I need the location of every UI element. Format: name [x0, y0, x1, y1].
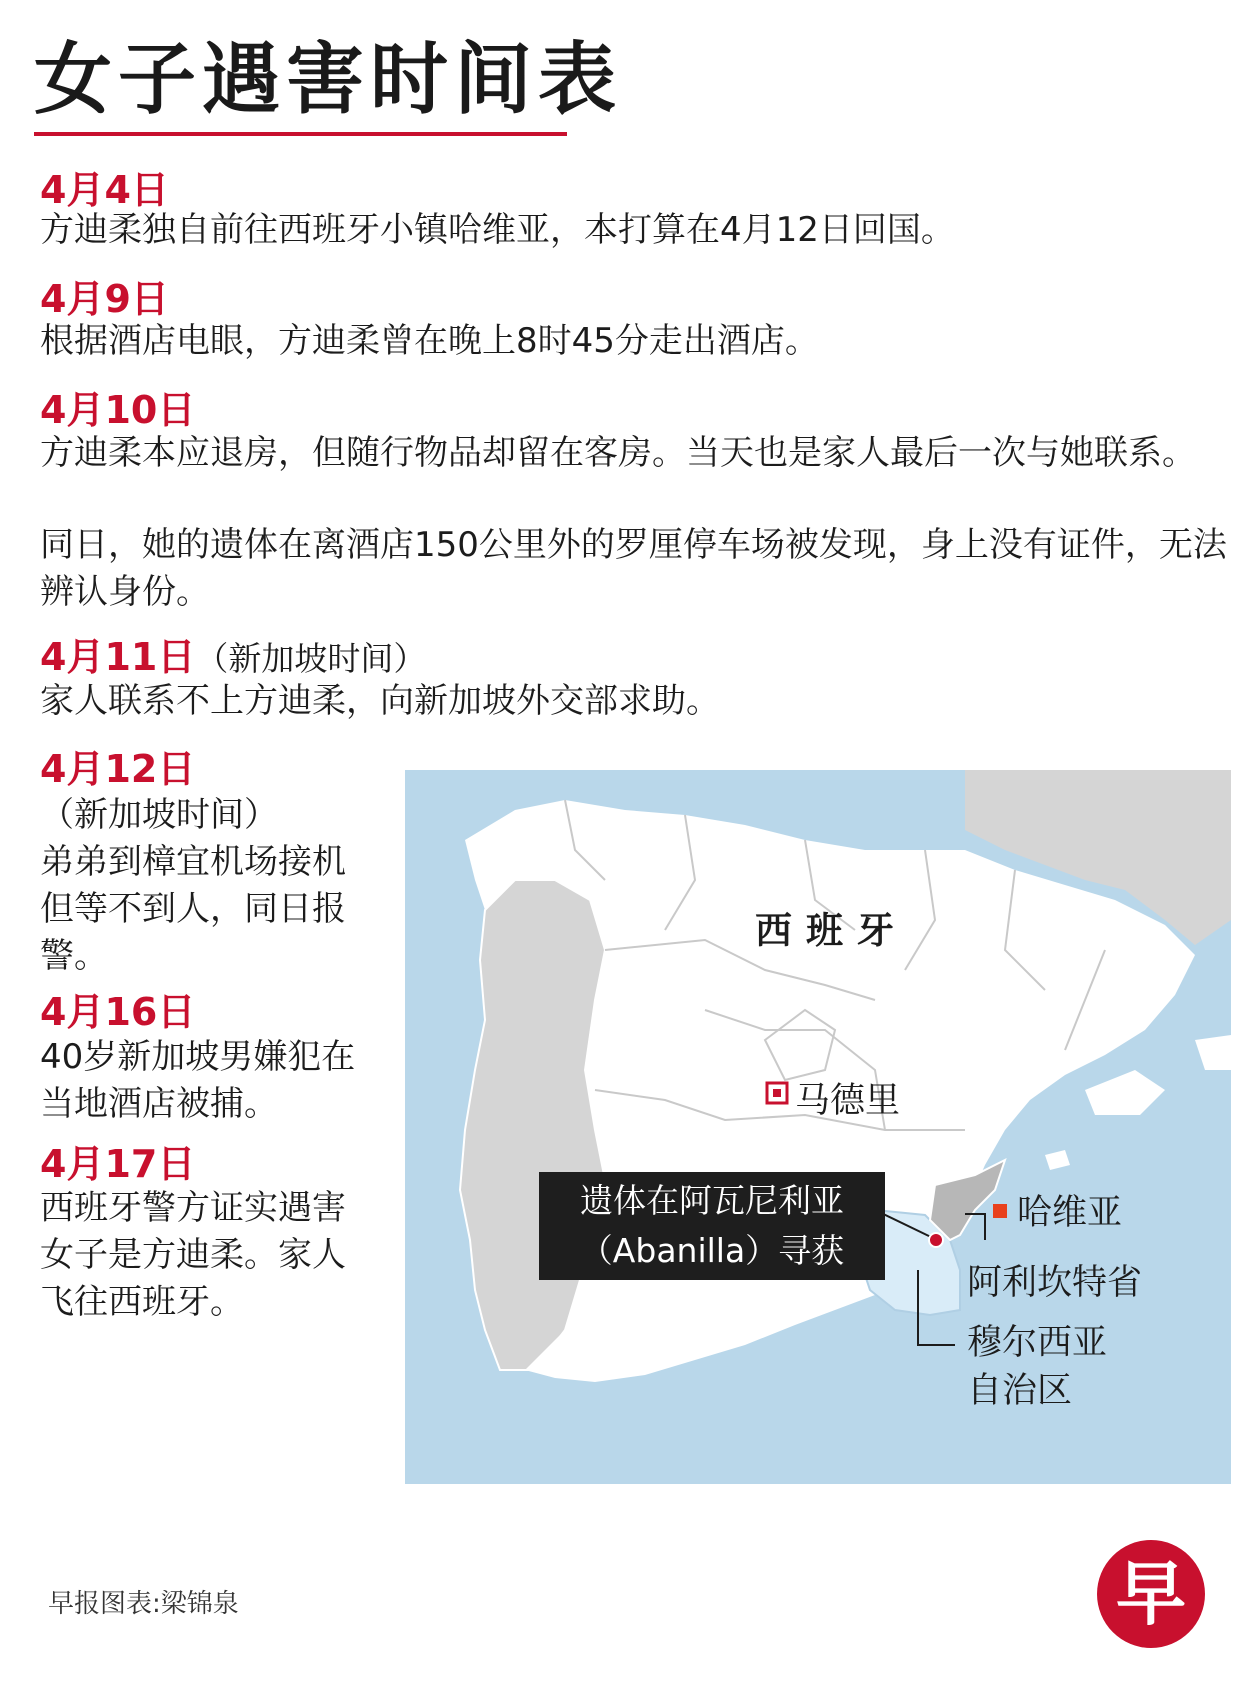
title-underline: [34, 132, 567, 136]
body-found-callout: [539, 1172, 885, 1280]
timeline-text: 根据酒店电眼，方迪柔曾在晚上8时45分走出酒店。: [40, 321, 819, 361]
timeline-date: 4月12日: [40, 747, 196, 791]
country-label: 西班牙: [755, 909, 908, 952]
timeline-date-label: 4月11日: [40, 635, 196, 679]
timeline-text: 40岁新加坡男嫌犯在当地酒店被捕。: [40, 1037, 356, 1124]
svg-text:早: 早: [1116, 1553, 1186, 1635]
callout-line2: （Abanilla）寻获: [579, 1231, 845, 1270]
map-graphic: [405, 770, 1231, 1484]
timeline-text: 方迪柔独自前往西班牙小镇哈维亚，本打算在4月12日回国。: [40, 210, 955, 250]
graphic-credit: 早报图表:梁锦泉: [48, 1589, 239, 1619]
timeline-text: 弟弟到樟宜机场接机但等不到人，同日报警。: [40, 842, 346, 976]
timeline-text: 家人联系不上方迪柔，向新加坡外交部求助。: [40, 681, 720, 721]
region-label: 穆尔西亚: [967, 1323, 1108, 1363]
spain-map: [405, 770, 1231, 1484]
timeline-date: 4月17日: [40, 1142, 196, 1186]
timeline-date: 4月9日: [40, 277, 169, 321]
region-label-line2: 自治区: [967, 1371, 1073, 1411]
xabia-marker-icon: [993, 1204, 1007, 1218]
timeline-date: [40, 633, 426, 683]
town-label: 哈维亚: [1017, 1193, 1123, 1233]
capital-label: 马德里: [795, 1081, 901, 1121]
timeline-date: 4月10日: [40, 388, 196, 432]
timeline-text: 同日，她的遗体在离酒店150公里外的罗厘停车场被发现，身上没有证件，无法辨认身份。: [40, 525, 1227, 612]
page-title: 女子遇害时间表: [34, 35, 623, 125]
balearic-island: [1045, 1150, 1070, 1170]
abanilla-marker-icon: [929, 1233, 943, 1247]
balearic-island: [1085, 1070, 1165, 1115]
timeline-date: 4月16日: [40, 990, 196, 1034]
callout-line1: 遗体在阿瓦尼利亚: [580, 1181, 844, 1220]
timeline-date-note: （新加坡时间）: [195, 639, 427, 678]
province-label: 阿利坎特省: [967, 1263, 1143, 1303]
zaobao-logo-icon: [1097, 1540, 1205, 1648]
timeline-text: 方迪柔本应退房，但随行物品却留在客房。当天也是家人最后一次与她联系。: [40, 433, 1196, 473]
balearic-island: [1195, 1035, 1231, 1070]
timeline-text: 西班牙警方证实遇害女子是方迪柔。家人飞往西班牙。: [40, 1188, 346, 1322]
timeline-date: 4月4日: [40, 168, 169, 212]
timeline-date-note: （新加坡时间）: [40, 795, 278, 835]
